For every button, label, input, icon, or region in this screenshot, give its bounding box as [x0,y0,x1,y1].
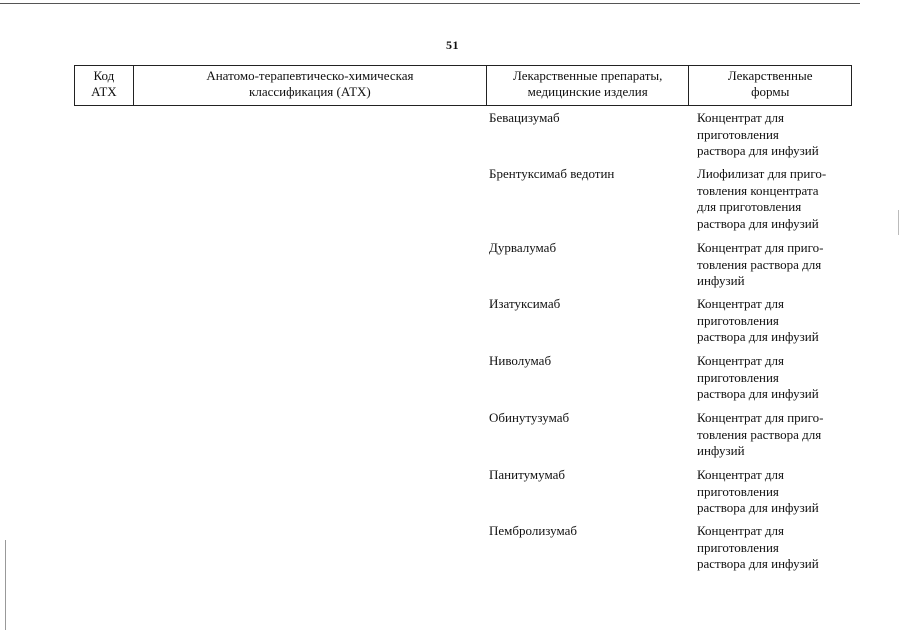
table-header [74,65,852,106]
drug-name: Изатуксимаб [489,296,561,311]
header-drugs: Лекарственные препараты, медицинские изделия [487,66,689,105]
header-code-atx: Код АТХ [75,66,134,105]
dosage-form: Лиофилизат для приго- товления концентрата для приготовления раствора для инфузий [697,166,827,231]
header-dosage-forms: Лекарственные формы [727,68,813,99]
dosage-form: Концентрат для приготовления раствора для инфузий [697,296,819,344]
drug-name: Дурвалумаб [489,240,557,255]
drug-name: Панитумумаб [489,467,565,482]
page-number: 51 [446,38,459,52]
drug-name: Ниволумаб [489,353,552,368]
dosage-form: Концентрат для приготовления раствора для инфузий [697,110,819,158]
dosage-form: Концентрат для приго- товления раствора для инфузий [697,410,824,458]
drug-name: Обинутузумаб [489,410,570,425]
drug-name: Брентуксимаб ведотин [489,166,615,181]
header-atx-classification: Анатомо-терапевтическо-химическая классификация (АТХ) [134,66,487,105]
dosage-form: Концентрат для приготовления раствора для инфузий [697,467,819,515]
scan-margin-line [5,540,6,630]
scan-margin-line [898,210,899,235]
top-rule [0,3,860,4]
dosage-form: Концентрат для приготовления раствора для инфузий [697,523,819,571]
drug-name: Пембролизумаб [489,523,577,538]
dosage-form: Концентрат для приго- товления раствора для инфузий [697,240,824,288]
drug-name: Бевацизумаб [489,110,560,125]
dosage-form: Концентрат для приготовления раствора для инфузий [697,353,819,401]
